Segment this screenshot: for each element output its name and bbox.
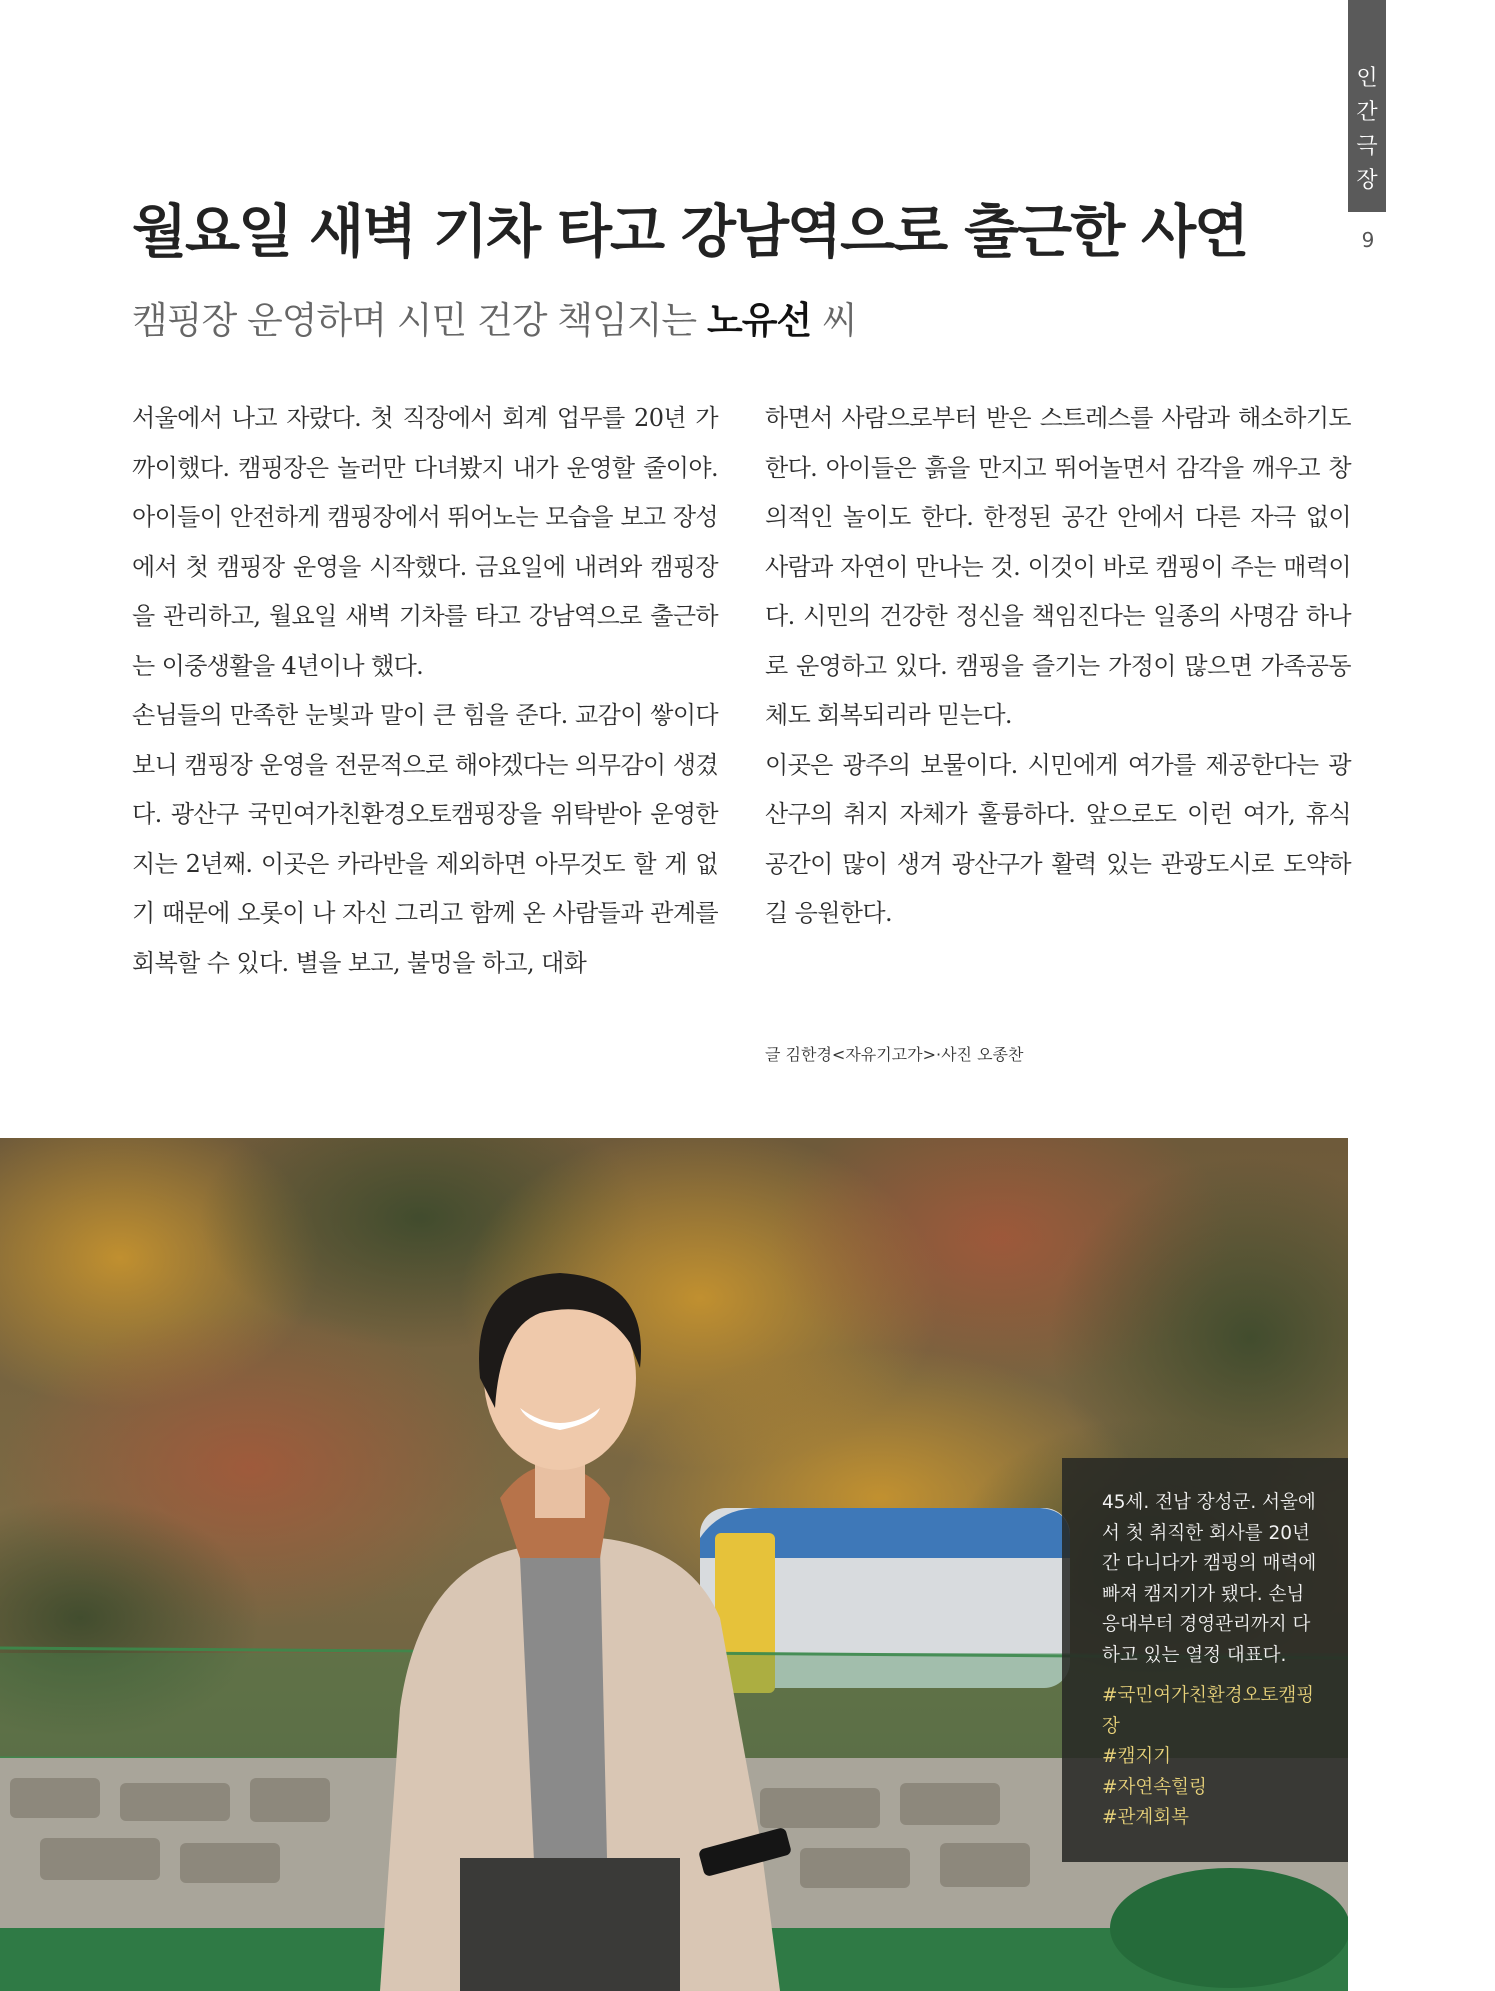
body-column-left <box>132 394 718 988</box>
page-title: 월요일 새벽 기차 타고 강남역으로 출근한 사연 <box>132 199 1248 265</box>
section-tab-char: 간 <box>1356 100 1378 125</box>
hashtag: #자연속힐링 <box>1102 1776 1207 1798</box>
body-paragraph: 이곳은 광주의 보물이다. 시민에게 여가를 제공한다는 광산구의 취지 자체가 훌륭하다. 앞으로도 이런 여가, 휴식 공간이 많이 생겨 광산구가 활력 있는 관광도시로 도약하길 응원한다. <box>765 750 1351 927</box>
section-tab-char: 장 <box>1356 168 1378 193</box>
hashtag: #캠지기 <box>1102 1746 1172 1767</box>
subject-name: 노유선 <box>706 299 812 342</box>
page-subtitle <box>132 290 857 344</box>
article-credit: 글 김한경<자유기고가>·사진 오종찬 <box>765 1045 1024 1064</box>
hashtag: #국민여가친환경오토캠핑장 <box>1102 1685 1315 1737</box>
body-paragraph: 서울에서 나고 자랐다. 첫 직장에서 회계 업무를 20년 가까이했다. 캠핑장은 놀러만 다녀봤지 내가 운영할 줄이야. 아이들이 안전하게 캠핑장에서 뛰어노는 모습을 보고 장성에서 첫 캠핑장 운영을 시작했다. 금요일에 내려와 캠핑장을 관리하고, 월요일 새벽 기차를 타고 강남역으로 출근하는 이중생활을 4년이나 했다. <box>132 404 718 680</box>
page-number: 9 <box>1361 228 1375 252</box>
body-paragraph: 손님들의 만족한 눈빛과 말이 큰 힘을 준다. 교감이 쌓이다 보니 캠핑장 운영을 전문적으로 해야겠다는 의무감이 생겼다. 광산구 국민여가친환경오토캠핑장을 위탁받아 운영한 지는 2년째. 이곳은 카라반을 제외하면 아무것도 할 게 없기 때문에 오롯이 나 자신 그리고 함께 온 사람들과 관계를 회복할 수 있다. 별을 보고, 불멍을 하고, 대화 <box>132 701 718 977</box>
subtitle-text: 캠핑장 운영하며 시민 건강 책임지는 <box>132 299 697 342</box>
section-tab-char: 극 <box>1356 134 1378 159</box>
caption-text: 45세. 전남 장성군. 서울에서 첫 취직한 회사를 20년간 다니다가 캠핑의 매력에 빠져 캠지기가 됐다. 손님 응대부터 경영관리까지 다 하고 있는 열정 대표다. <box>1102 1492 1317 1666</box>
subtitle-suffix: 씨 <box>821 299 857 342</box>
section-tab-char: 인 <box>1356 66 1378 91</box>
hashtag: #관계회복 <box>1102 1807 1189 1828</box>
body-column-right <box>765 394 1351 939</box>
photo-caption <box>1062 1458 1348 1862</box>
caption-tags <box>1102 1681 1318 1834</box>
body-paragraph: 하면서 사람으로부터 받은 스트레스를 사람과 해소하기도 한다. 아이들은 흙을 만지고 뛰어놀면서 감각을 깨우고 창의적인 놀이도 한다. 한정된 공간 안에서 다른 자극 없이 사람과 자연이 만나는 것. 이것이 바로 캠핑이 주는 매력이다. 시민의 건강한 정신을 책임진다는 일종의 사명감 하나로 운영하고 있다. 캠핑을 즐기는 가정이 많으면 가족공동체도 회복되리라 믿는다. <box>765 404 1351 729</box>
section-tab <box>1348 0 1386 212</box>
